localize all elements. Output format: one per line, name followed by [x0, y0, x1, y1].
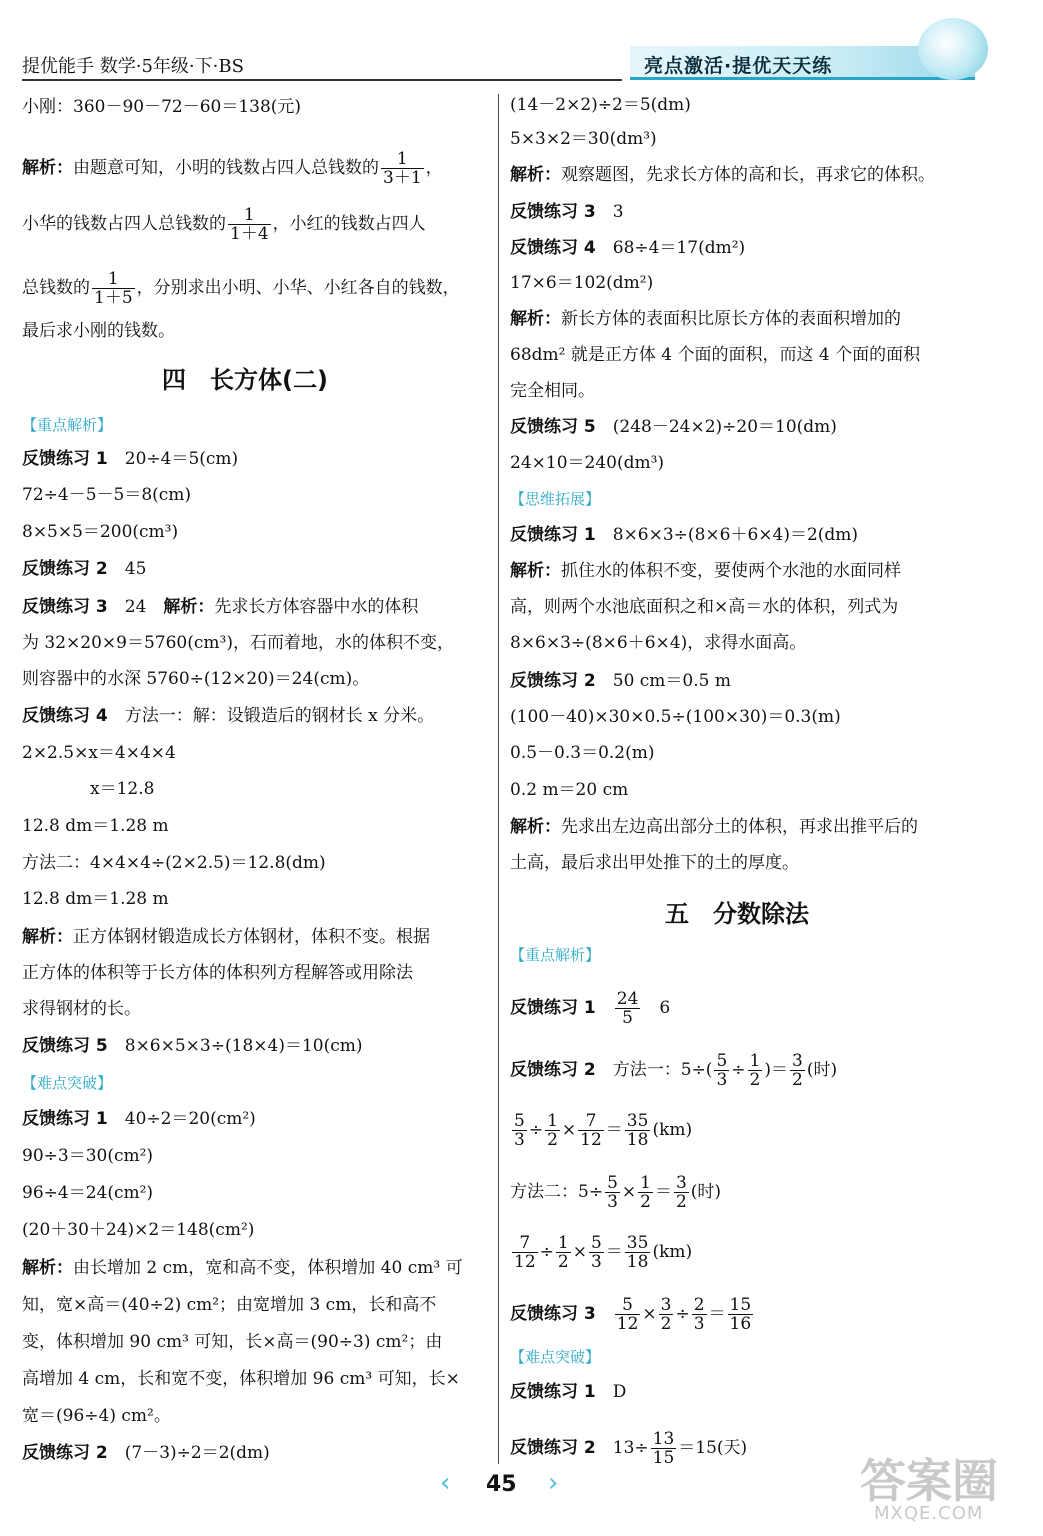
section-title-4: 四 长方体(二) [162, 366, 328, 394]
exercise-line: 反馈练习 2 13÷ $\frac{13}{15}$ ＝15(天) [510, 1429, 748, 1468]
text-line: 0.2 m＝20 cm [510, 780, 629, 800]
text-line: 68dm² 就是正方体 4 个面的面积，而这 4 个面的面积 [510, 345, 921, 365]
fraction: $\frac{1}{1+4}$ [230, 205, 269, 244]
equation-line: 方法二：5÷ $\frac{5}{3}$ × $\frac{1}{2}$ ＝ $\frac{3}{2}$ (时) [510, 1173, 722, 1212]
exercise-line: 反馈练习 1 D [510, 1382, 627, 1402]
exercise-line: 反馈练习 2 50 cm＝0.5 m [510, 671, 731, 691]
header-banner-text: 亮点激活·提优天天练 [644, 55, 833, 77]
text-line: 知，宽×高＝(40÷2) cm²；由宽增加 3 cm，长和高不 [22, 1295, 437, 1315]
section-tag: 【重点解析】 [510, 946, 601, 964]
analysis-line: 解析：观察题图，先求长方体的高和长，再求它的体积。 [510, 165, 935, 185]
text-line: 方法二：4×4×4÷(2×2.5)＝12.8(dm) [22, 853, 326, 873]
text-line: 宽＝(96÷4) cm²。 [22, 1406, 171, 1426]
header-book-title: 提优能手 数学·5年级·下·BS [22, 56, 244, 77]
text-line: 求得钢材的长。 [22, 999, 141, 1019]
analysis-line: 解析：抓住水的体积不变，要使两个水池的水面同样 [510, 561, 901, 581]
text-line: 90÷3＝30(cm²) [22, 1146, 154, 1166]
watermark-text: 答案圈 [860, 1454, 998, 1508]
exercise-line: 反馈练习 3 3 [510, 202, 624, 222]
fraction: $\frac{1}{1+5}$ [94, 269, 133, 308]
exercise-line: 反馈练习 5 (248－24×2)÷20＝10(dm) [510, 417, 837, 437]
text-line: (20＋30＋24)×2＝148(cm²) [22, 1220, 255, 1240]
text-line: 8×6×3÷(8×6＋6×4)，求得水面高。 [510, 633, 807, 653]
analysis-line: 解析：新长方体的表面积比原长方体的表面积增加的 [510, 309, 901, 329]
exercise-line: 反馈练习 2 方法一：5÷( $\frac{5}{3}$ ÷ $\frac{1}{2}$ )＝ $\frac{3}{2}$ (时) [510, 1051, 838, 1090]
text-line: 完全相同。 [510, 381, 595, 401]
prev-page-icon[interactable]: ‹ [440, 1468, 451, 1498]
exercise-line: 反馈练习 1 20÷4＝5(cm) [22, 449, 239, 469]
header-rule [22, 79, 622, 81]
exercise-line: 反馈练习 5 8×6×5×3÷(18×4)＝10(cm) [22, 1036, 363, 1056]
text-line: 最后求小刚的钱数。 [22, 321, 175, 341]
text-line: 17×6＝102(dm²) [510, 273, 654, 293]
next-page-icon[interactable]: › [548, 1468, 559, 1498]
text-line: (100－40)×30×0.5÷(100×30)＝0.3(m) [510, 707, 841, 727]
analysis-line: 解析：正方体钢材锻造成长方体钢材，体积不变。根据 [22, 927, 430, 947]
text-line: 12.8 dm＝1.28 m [22, 889, 169, 909]
section-title-5: 五 分数除法 [665, 900, 809, 928]
header-decoration-icon [918, 18, 988, 80]
text-line: 2×2.5×x＝4×4×4 [22, 743, 176, 763]
text-line: 小刚：360－90－72－60＝138(元) [22, 97, 302, 117]
text-line: 高增加 4 cm，长和宽不变，体积增加 96 cm³ 可知，长× [22, 1369, 460, 1389]
watermark-logo [860, 1445, 1010, 1525]
text-line: 总钱数的 $\frac{1}{1+5}$ ，分别求出小明、小华、小红各自的钱数， [22, 269, 460, 308]
section-tag: 【难点突破】 [22, 1074, 113, 1092]
equation-line: $\frac{5}{3}$ ÷ $\frac{1}{2}$ × $\frac{7}{12}$ ＝ $\frac{35}{18}$ (km) [514, 1111, 693, 1150]
exercise-line: 反馈练习 2 45 [22, 559, 147, 579]
text-line: (14－2×2)÷2＝5(dm) [510, 95, 691, 115]
equation-line: $\frac{7}{12}$ ÷ $\frac{1}{2}$ × $\frac{5}{3}$ ＝ $\frac{35}{18}$ (km) [514, 1233, 693, 1272]
text-line: x＝12.8 [90, 779, 155, 799]
exercise-line: 反馈练习 3 $\frac{5}{12}$ × $\frac{3}{2}$ ÷ $\frac{2}{3}$ ＝ $\frac{15}{16}$ [510, 1295, 752, 1334]
text-line: 高，则两个水池底面积之和×高＝水的体积，列式为 [510, 597, 899, 617]
text-line: 0.5－0.3＝0.2(m) [510, 743, 655, 763]
text-line: 72÷4－5－5＝8(cm) [22, 485, 192, 505]
text-line: 5×3×2＝30(dm³) [510, 129, 657, 149]
text-line: 土高，最后求出甲处推下的土的厚度。 [510, 853, 799, 873]
text-line: 8×5×5＝200(cm³) [22, 522, 179, 542]
text-line: 为 32×20×9＝5760(cm³)，石而着地，水的体积不变， [22, 633, 454, 653]
exercise-line: 反馈练习 4 方法一：解：设锻造后的钢材长 x 分米。 [22, 706, 435, 726]
text-line: 变，体积增加 90 cm³ 可知，长×高＝(90÷3) cm²；由 [22, 1332, 443, 1352]
text-line: 则容器中的水深 5760÷(12×20)＝24(cm)。 [22, 669, 370, 689]
exercise-line: 反馈练习 4 68÷4＝17(dm²) [510, 238, 746, 258]
text-line: 24×10＝240(dm³) [510, 453, 665, 473]
exercise-line: 反馈练习 1 $\frac{24}{5}$ 6 [510, 989, 671, 1028]
analysis-line: 解析：先求出左边高出部分土的体积，再求出推平后的 [510, 817, 918, 837]
text-line: 96÷4＝24(cm²) [22, 1183, 154, 1203]
exercise-line: 反馈练习 3 24 解析：先求长方体容器中水的体积 [22, 597, 419, 617]
page-number: 45 [486, 1472, 517, 1497]
text-line: 正方体的体积等于长方体的体积列方程解答或用除法 [22, 963, 413, 983]
exercise-line: 反馈练习 2 (7－3)÷2＝2(dm) [22, 1443, 270, 1463]
text: 由题意可知，小明的钱数占四人总钱数的 [73, 158, 379, 178]
text-line: 小华的钱数占四人总钱数的 $\frac{1}{1+4}$ ，小红的钱数占四人 [22, 205, 426, 244]
exercise-line: 反馈练习 1 40÷2＝20(cm²) [22, 1109, 256, 1129]
section-tag: 【思维拓展】 [510, 490, 601, 508]
text-line: 12.8 dm＝1.28 m [22, 816, 169, 836]
column-divider [498, 94, 499, 1464]
watermark-url: MXQE.COM [874, 1503, 984, 1524]
analysis-line: 解析：由题意可知，小明的钱数占四人总钱数的 $\frac{1}{3+1}$ ， [22, 149, 443, 188]
fraction: $\frac{1}{3+1}$ [383, 149, 422, 188]
analysis-label: 解析： [22, 158, 73, 178]
section-tag: 【难点突破】 [510, 1348, 601, 1366]
exercise-line: 反馈练习 1 8×6×3÷(8×6＋6×4)＝2(dm) [510, 525, 859, 545]
section-tag: 【重点解析】 [22, 416, 113, 434]
analysis-line: 解析：由长增加 2 cm，宽和高不变，体积增加 40 cm³ 可 [22, 1258, 463, 1278]
